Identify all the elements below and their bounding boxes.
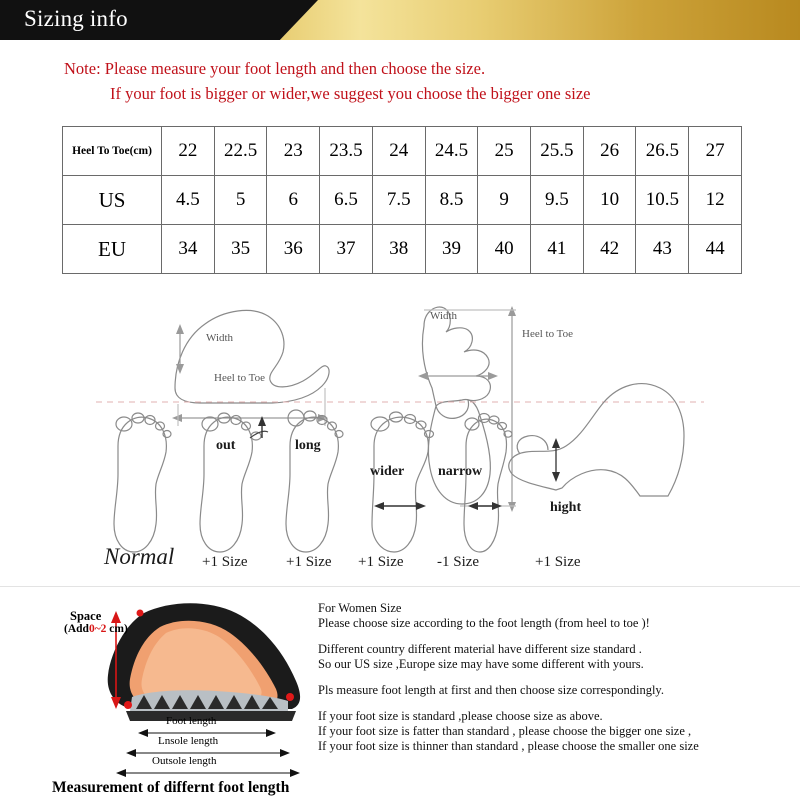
outsole-length-label: Outsole length [152, 755, 217, 767]
cell: 37 [320, 225, 373, 274]
cell: 35 [214, 225, 267, 274]
note-line-1: Note: Please measure your foot length and then choose the size. [64, 59, 486, 78]
top-foot-sole [428, 400, 490, 504]
cell: 22.5 [214, 127, 267, 176]
foot-measurement-diagrams [0, 268, 800, 586]
cell: 8.5 [425, 176, 478, 225]
guidance-line-4: So our US size ,Europe size may have some different with yours. [318, 657, 644, 671]
instep-height-foot [509, 384, 684, 496]
header-banner [0, 0, 800, 40]
space-add-suffix: cm) [109, 623, 128, 635]
cell: 24.5 [425, 127, 478, 176]
size-guidance-text [318, 601, 792, 754]
shape-label-wider: wider [370, 464, 405, 479]
space-add-label [64, 623, 128, 635]
note-line-2: If your foot is bigger or wider,we suggest you choose the bigger one size [110, 84, 591, 103]
cell: 10 [583, 176, 636, 225]
foot-length-label: Foot length [166, 715, 217, 727]
cell: 36 [267, 225, 320, 274]
shape-label-out: out [216, 438, 236, 453]
table-row [63, 127, 742, 176]
cell: 22 [162, 127, 215, 176]
shape-label-narrow: narrow [438, 464, 483, 479]
top-foot-heel-to-toe-label: Heel to Toe [522, 328, 573, 340]
insole-length-label: Lnsole length [158, 735, 219, 747]
table-row [63, 176, 742, 225]
row-header-heel-to-toe: Heel To Toe(cm) [63, 127, 162, 176]
guidance-line-7: If your foot size is fatter than standard , please choose the bigger one size , [318, 724, 692, 738]
guidance-line-5: Pls measure foot length at first and then choose size correspondingly. [318, 683, 664, 697]
size-label-out: +1 Size [202, 554, 248, 570]
cell: 27 [689, 127, 742, 176]
cell: 23.5 [320, 127, 373, 176]
cell: 34 [162, 225, 215, 274]
guidance-line-6: If your foot size is standard ,please choose size as above. [318, 709, 603, 723]
top-foot-width-label: Width [430, 310, 458, 322]
cell: 25 [478, 127, 531, 176]
space-label: Space [70, 609, 102, 623]
footprint-row [114, 410, 512, 552]
guidance-line-1: For Women Size [318, 601, 402, 615]
size-label-height: +1 Size [535, 554, 581, 570]
size-note [64, 56, 764, 106]
bottom-section [0, 586, 800, 801]
cell: 6.5 [320, 176, 373, 225]
guidance-line-8: If your foot size is thinner than standard , please choose the smaller one size [318, 739, 699, 753]
shape-label-long: long [295, 438, 321, 453]
cell: 39 [425, 225, 478, 274]
cell: 6 [267, 176, 320, 225]
row-header-us: US [63, 176, 162, 225]
cell: 38 [372, 225, 425, 274]
cell: 7.5 [372, 176, 425, 225]
space-add-prefix: (Add [64, 623, 89, 635]
cell: 44 [689, 225, 742, 274]
cell: 5 [214, 176, 267, 225]
page-title: Sizing info [24, 6, 128, 31]
height-label: hight [550, 500, 582, 515]
size-label-narrow: -1 Size [437, 554, 480, 570]
cell: 9.5 [531, 176, 584, 225]
cell: 41 [531, 225, 584, 274]
cell: 25.5 [531, 127, 584, 176]
space-add-value: 0~2 [88, 623, 107, 635]
cell: 43 [636, 225, 689, 274]
cell: 10.5 [636, 176, 689, 225]
side-foot-width-label: Width [206, 332, 234, 344]
side-foot-outline [175, 310, 329, 403]
measurement-caption: Measurement of differnt foot length [52, 779, 290, 796]
cell: 26.5 [636, 127, 689, 176]
cell: 9 [478, 176, 531, 225]
size-label-wider: +1 Size [358, 554, 404, 570]
cell: 23 [267, 127, 320, 176]
size-label-long: +1 Size [286, 554, 332, 570]
guidance-line-2: Please choose size according to the foot length (from heel to toe )! [318, 616, 650, 630]
size-conversion-table [62, 126, 742, 274]
normal-size-label: Normal [104, 544, 175, 569]
top-foot-outline [422, 307, 490, 418]
diagram-svg [0, 268, 800, 586]
guidance-line-3: Different country different material have different size standard . [318, 642, 642, 656]
cell: 40 [478, 225, 531, 274]
cell: 4.5 [162, 176, 215, 225]
row-header-eu: EU [63, 225, 162, 274]
cell: 26 [583, 127, 636, 176]
side-foot-heel-to-toe-label: Heel to Toe [214, 372, 265, 384]
cell: 12 [689, 176, 742, 225]
table-row [63, 225, 742, 274]
cell: 42 [583, 225, 636, 274]
cell: 24 [372, 127, 425, 176]
